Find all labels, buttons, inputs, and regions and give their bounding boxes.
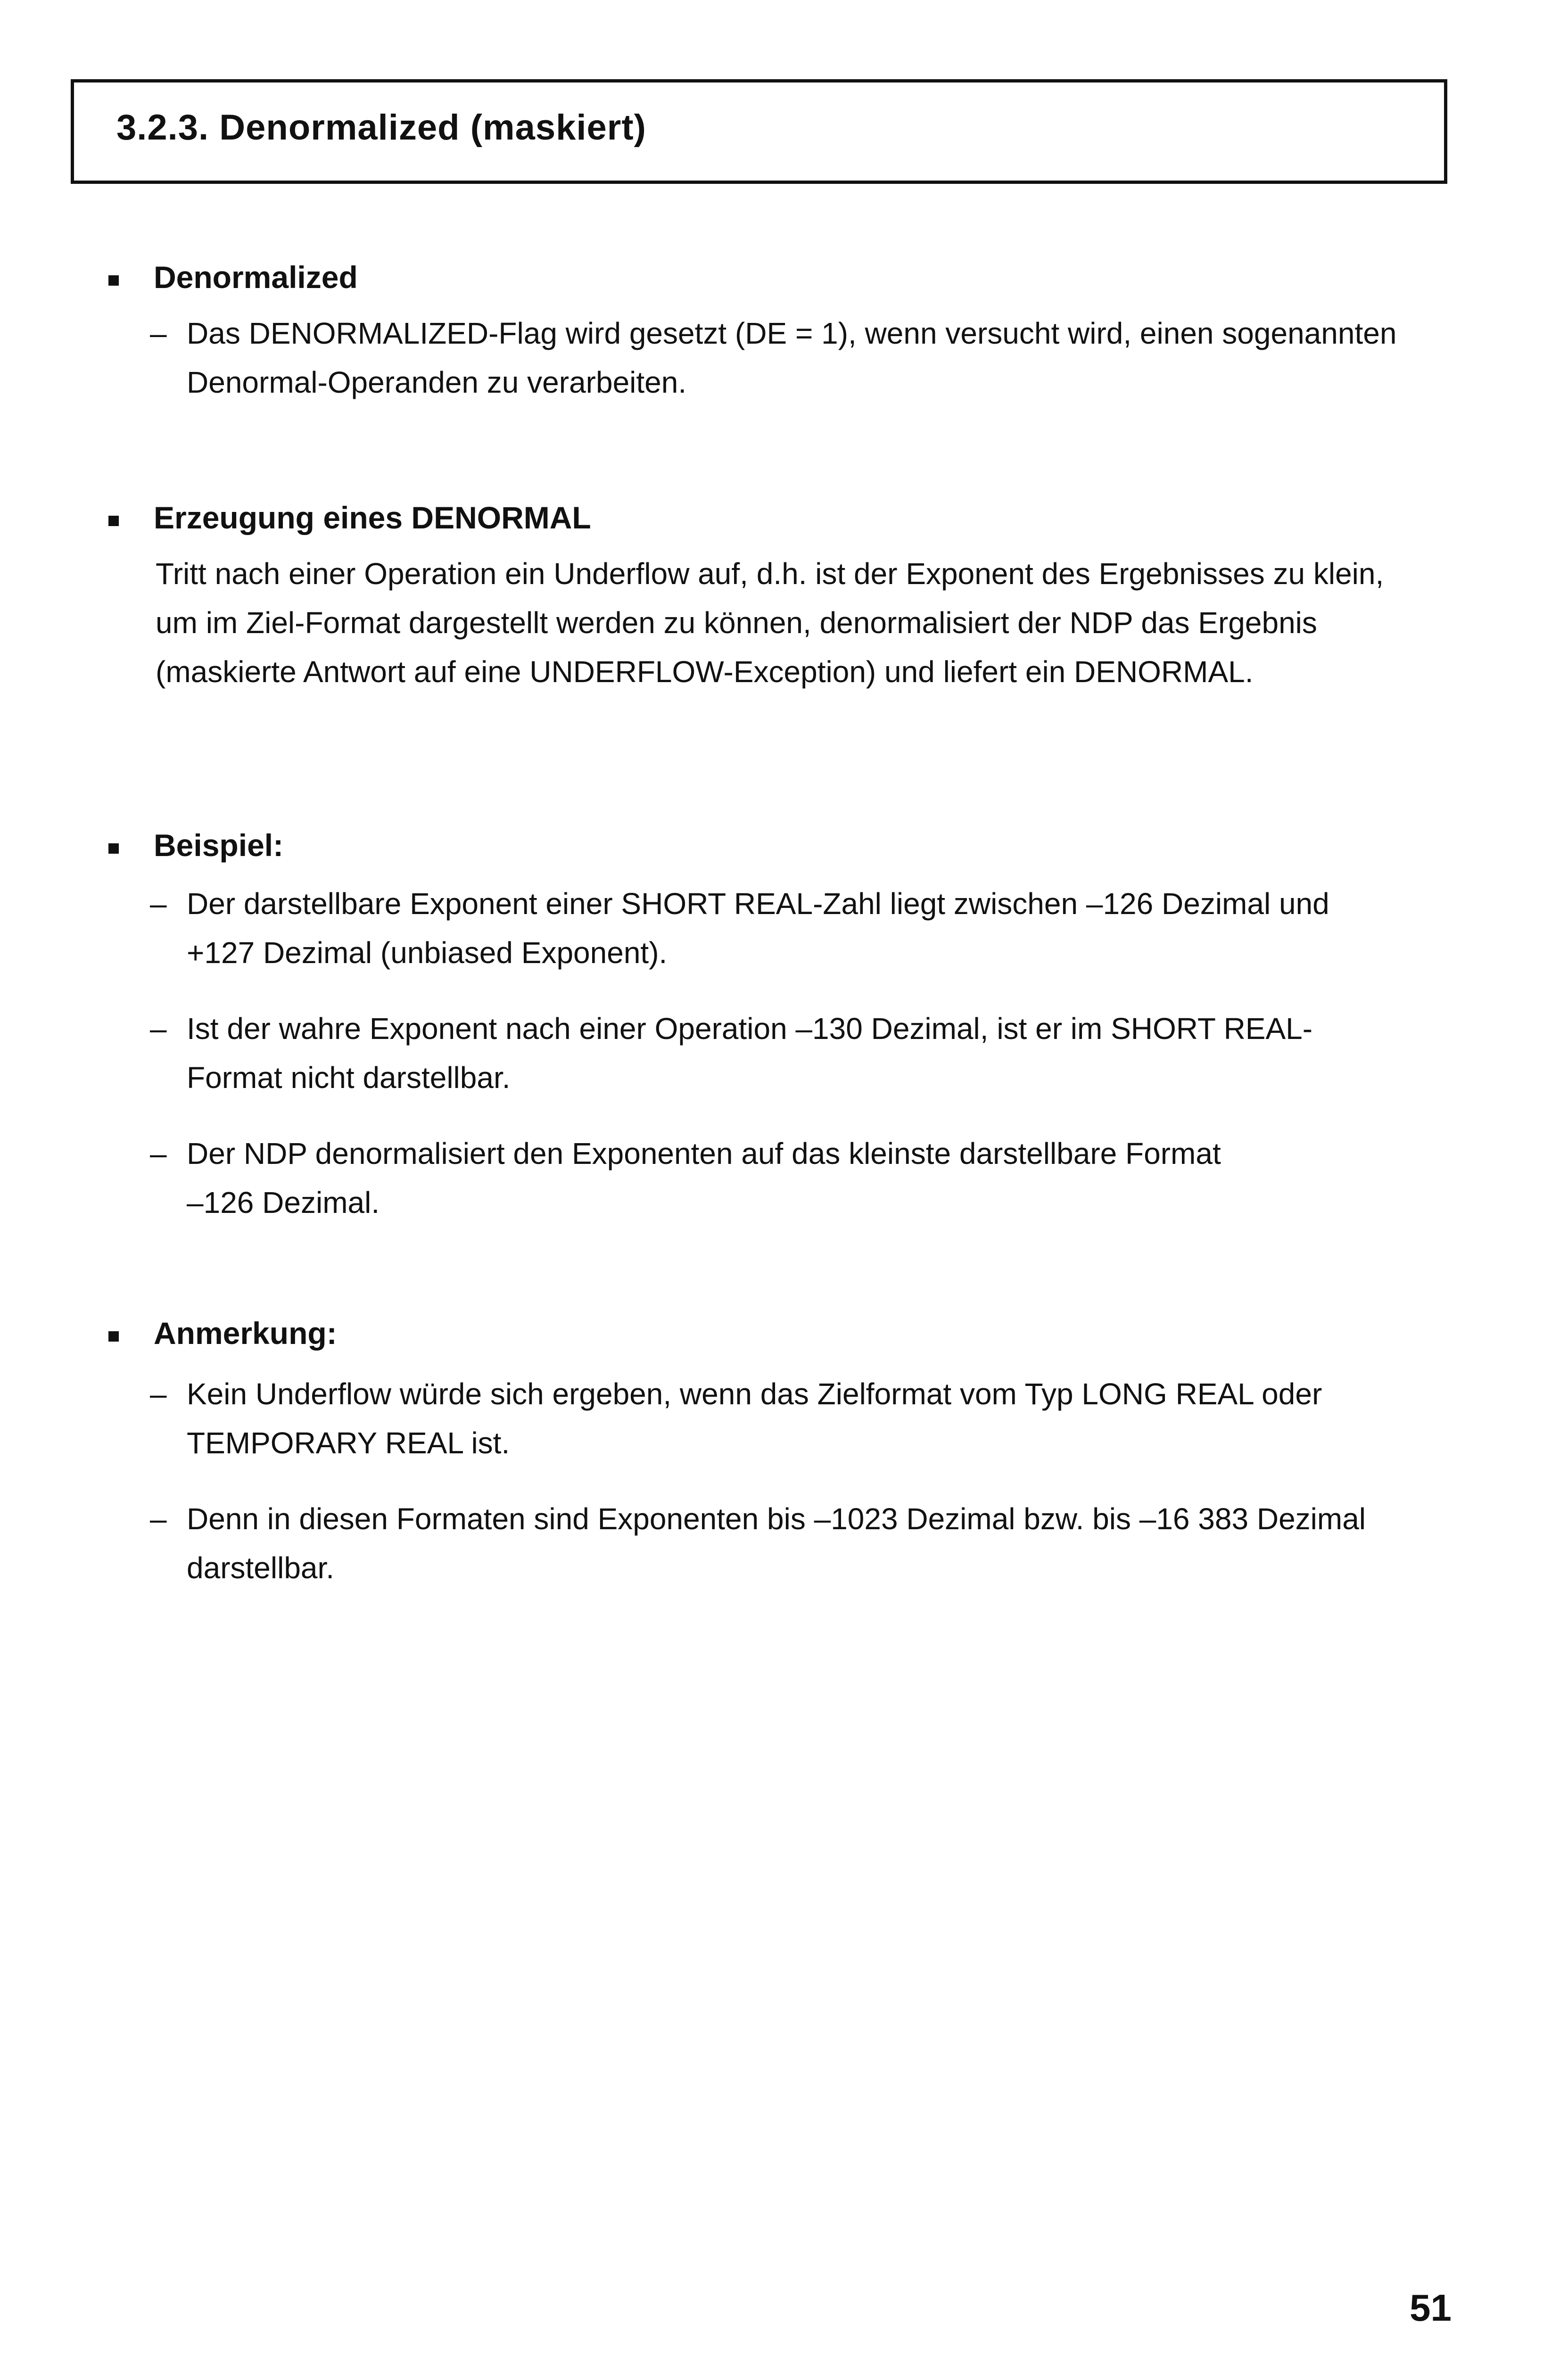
text-line: –126 Dezimal. (187, 1186, 380, 1220)
heading-beispiel: Beispiel: (154, 828, 284, 863)
section-title-box (71, 79, 1447, 184)
text-line: Das DENORMALIZED-Flag wird gesetzt (DE = 1), wenn versucht wird, einen sogenannten (187, 316, 1397, 350)
list-item-text (187, 1129, 1422, 1227)
dash-mark: – (150, 1012, 167, 1046)
list-item-text (187, 1369, 1422, 1467)
list-item-text (187, 1004, 1422, 1102)
dash-mark: – (150, 1502, 167, 1536)
square-bullet-icon (108, 275, 119, 286)
dash-mark: – (150, 1137, 167, 1170)
text-line: darstellbar. (187, 1551, 335, 1585)
text-line: Ist der wahre Exponent nach einer Operation –130 Dezimal, ist er im SHORT REAL- (187, 1012, 1313, 1046)
square-bullet-icon (108, 1331, 119, 1342)
text-line: TEMPORARY REAL ist. (187, 1426, 510, 1460)
dash-mark: – (150, 887, 167, 921)
text-line: Der NDP denormalisiert den Exponenten auf das kleinste darstellbare Format (187, 1137, 1221, 1170)
paragraph-erzeugung (156, 549, 1384, 696)
list-item-text (187, 879, 1422, 977)
heading-denormalized: Denormalized (154, 260, 358, 295)
dash-mark: – (150, 316, 167, 350)
dash-mark: – (150, 1377, 167, 1411)
page-number: 51 (1410, 2287, 1452, 2329)
square-bullet-icon (108, 843, 119, 854)
list-item-text (187, 309, 1422, 407)
square-bullet-icon (108, 516, 119, 526)
text-line: Denn in diesen Formaten sind Exponenten bis –1023 Dezimal bzw. bis –16 383 Dezimal (187, 1502, 1366, 1536)
text-line: Format nicht darstellbar. (187, 1061, 511, 1095)
section-title: 3.2.3. Denormalized (maskiert) (116, 107, 646, 148)
text-line: Der darstellbare Exponent einer SHORT REAL-Zahl liegt zwischen –126 Dezimal und (187, 887, 1329, 921)
text-line: +127 Dezimal (unbiased Exponent). (187, 936, 668, 970)
text-line: Tritt nach einer Operation ein Underflow auf, d.h. ist der Exponent des Ergebnisses zu klein, (156, 557, 1384, 591)
heading-erzeugung: Erzeugung eines DENORMAL (154, 500, 591, 535)
text-line: (maskierte Antwort auf eine UNDERFLOW-Exception) und liefert ein DENORMAL. (156, 655, 1254, 689)
heading-anmerkung: Anmerkung: (154, 1316, 337, 1351)
text-line: Kein Underflow würde sich ergeben, wenn das Zielformat vom Typ LONG REAL oder (187, 1377, 1322, 1411)
text-line: Denormal-Operanden zu verarbeiten. (187, 365, 687, 399)
list-item-text (187, 1494, 1422, 1592)
text-line: um im Ziel-Format dargestellt werden zu können, denormalisiert der NDP das Ergebnis (156, 606, 1317, 640)
